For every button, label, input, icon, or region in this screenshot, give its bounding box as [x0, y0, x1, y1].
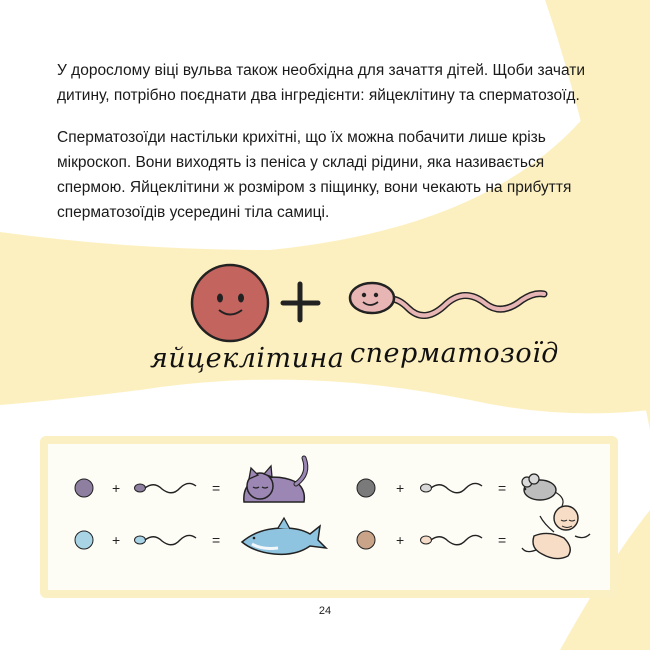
sperm-icon [350, 283, 544, 316]
equation-dolphin [75, 518, 326, 554]
svg-text:=: = [212, 532, 221, 548]
svg-text:+: + [396, 532, 405, 548]
egg-icon [192, 265, 268, 341]
baby-icon [522, 506, 590, 559]
equation-cat [75, 458, 306, 502]
svg-text:+: + [112, 532, 121, 548]
plus-icon [283, 284, 318, 320]
cat-icon [244, 458, 306, 502]
equations-box [40, 436, 618, 598]
page-number: 24 [318, 605, 332, 617]
egg-plus-sperm-illustration [150, 258, 570, 348]
intro-paragraph: У дорослому віці вульва також необхідна для зачаття дітей. Щоби зачати дитину, потрібно поєднати два інгредієнти: яйцеклітину та сперматозоїд. [57, 62, 585, 104]
egg-label: яйцеклітина [150, 343, 345, 374]
description-paragraph: Сперматозоїди настільки крихітні, що їх можна побачити лише крізь мікроскоп. Вони виходять із пеніса у складі рідини, яка називається спермою. Яйцеклітини ж розміром з піщинку, вони чекають на прибуття сперматозоїдів усередині тіла самиці. [57, 129, 572, 221]
svg-text:=: = [212, 480, 221, 496]
svg-text:=: = [498, 480, 507, 496]
species-equations [48, 444, 610, 590]
equation-human [357, 506, 590, 559]
svg-text:+: + [396, 480, 405, 496]
mouse-icon [522, 474, 563, 506]
equation-mouse [357, 474, 563, 506]
svg-text:+: + [112, 480, 121, 496]
dolphin-icon [242, 518, 326, 554]
svg-text:=: = [498, 532, 507, 548]
sperm-label: сперматозоїд [350, 338, 559, 369]
